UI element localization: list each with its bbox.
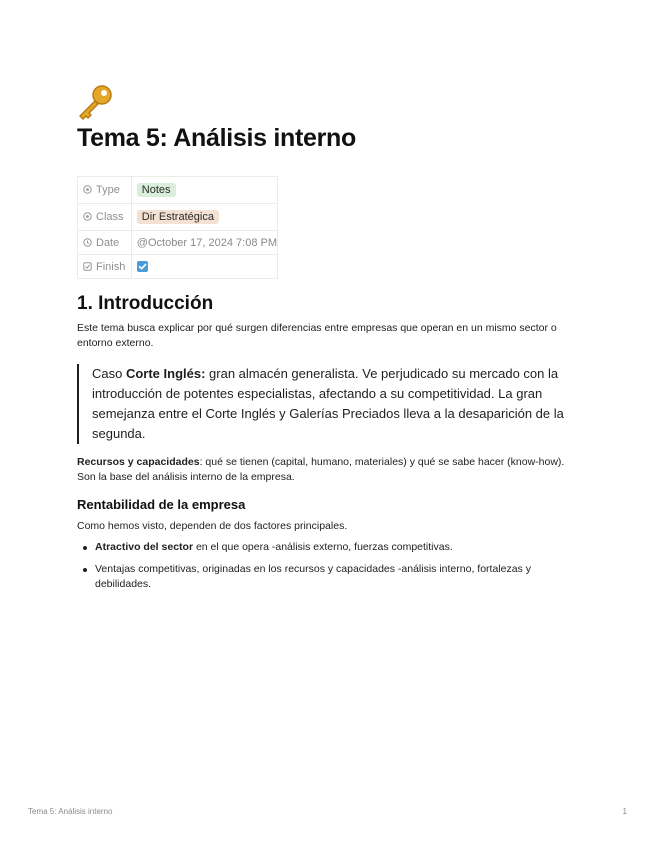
date-value[interactable]: @October 17, 2024 7:08 PM — [131, 231, 277, 255]
class-tag[interactable]: Dir Estratégica — [137, 210, 219, 224]
subheading: Rentabilidad de la empresa — [77, 497, 246, 512]
status-icon — [83, 185, 92, 194]
clock-icon — [83, 238, 92, 247]
intro-paragraph: Este tema busca explicar por qué surgen diferencias entre empresas que operan en un mismo sector o entorno externo. — [77, 322, 557, 349]
property-key: Type — [96, 184, 120, 196]
property-row-type — [78, 177, 278, 204]
status-icon — [83, 212, 92, 221]
quote-prefix: Caso — [92, 366, 126, 381]
property-key: Finish — [96, 260, 126, 273]
property-row-class — [78, 204, 278, 231]
list-item: Ventajas competitivas, originadas en los recursos y capacidades -análisis interno, fortalezas y debilidades. — [77, 562, 579, 592]
section-heading: 1. Introducción — [77, 293, 214, 314]
resources-definition: : qué se tienen (capital, humano, materiales) y qué se sabe hacer (know-how). Son la base del análisis interno de la empresa. — [77, 456, 565, 483]
page-title: Tema 5: Análisis interno — [77, 124, 356, 152]
bullet-list — [77, 540, 579, 599]
finish-checkbox[interactable] — [137, 261, 148, 272]
property-row-finish — [78, 255, 278, 279]
resources-paragraph — [77, 455, 567, 485]
footer-title: Tema 5: Análisis interno — [28, 807, 113, 816]
property-row-date — [78, 231, 278, 255]
checkbox-icon — [83, 262, 92, 271]
property-key: Date — [96, 236, 120, 249]
properties-table — [77, 176, 278, 279]
resources-term: Recursos y capacidades — [77, 456, 200, 468]
quote-text: gran almacén generalista. Ve perjudicado su mercado con la introducción de potentes especialistas, afectando a su competitividad. La gran semejanza entre el Corte Inglés y Galerías Preciados lleva a la desaparición de la segunda. — [92, 366, 564, 441]
quote-block — [77, 364, 579, 444]
list-item: Atractivo del sector en el que opera -análisis externo, fuerzas competitivas. — [77, 540, 579, 555]
type-tag[interactable]: Notes — [137, 183, 176, 197]
key-icon — [76, 82, 116, 122]
subheading-intro: Como hemos visto, dependen de dos factores principales. — [77, 520, 348, 532]
quote-bold: Corte Inglés: — [125, 366, 206, 381]
page-number: 1 — [622, 807, 627, 816]
property-key: Class — [96, 211, 124, 223]
